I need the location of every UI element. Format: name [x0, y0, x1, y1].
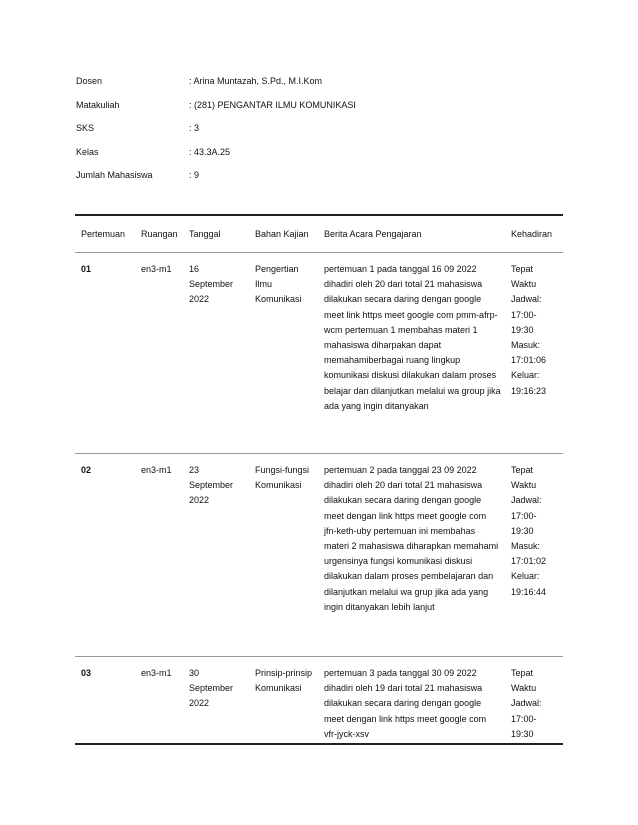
info-row-kelas [76, 147, 556, 171]
dosen-value: : Arina Muntazah, S.Pd., M.I.Kom [189, 76, 323, 86]
table-row [75, 253, 563, 454]
matakuliah-value: : (281) PENGANTAR ILMU KOMUNIKASI [189, 99, 356, 110]
cell-kehadiran [505, 657, 563, 745]
matakuliah-label: Matakuliah [76, 99, 120, 110]
info-row-dosen [76, 76, 556, 100]
header-kehadiran: Kehadiran [511, 229, 553, 239]
info-row-matakuliah [76, 100, 556, 124]
cell-pertemuan: 01 [81, 264, 92, 274]
cell-tanggal: 16 September 2022 [189, 264, 234, 305]
cell-bahan-kajian: Fungsi-fungsi Komunikasi [255, 465, 310, 491]
info-row-jumlah-mahasiswa [76, 170, 556, 194]
cell-ruangan: en3-m1 [141, 668, 172, 678]
cell-ruangan: en3-m1 [141, 264, 172, 274]
cell-kehadiran: Tepat Waktu Jadwal: 17:00-19:30 Masuk: 17:01:02 Keluar: 19:16:44 [511, 465, 547, 597]
attendance-table [75, 214, 563, 745]
cell-ruangan: en3-m1 [141, 465, 172, 475]
cell-berita-acara [318, 657, 505, 745]
cell-bahan-kajian: Pengertian Ilmu Komunikasi [255, 264, 302, 305]
jumlah-mahasiswa-value: : 9 [189, 170, 200, 180]
header-pertemuan: Pertemuan [81, 229, 126, 239]
kehadiran-text: Tepat Waktu Jadwal: 17:00-19:30 [511, 668, 542, 739]
table-header-row [75, 215, 563, 253]
cell-tanggal: 30 September 2022 [189, 668, 234, 709]
berita-acara-text: pertemuan 3 pada tanggal 30 09 2022 dihadiri oleh 19 dari total 21 mahasiswa dilakukan secara daring dengan google meet dengan link https meet google com vfr-jyck-xsv [324, 668, 487, 739]
sks-label: SKS [76, 123, 95, 133]
course-info [76, 76, 556, 194]
cell-pertemuan: 02 [81, 465, 92, 475]
sks-value: : 3 [189, 123, 200, 133]
kelas-value: : 43.3A.25 [189, 146, 231, 157]
header-ruangan: Ruangan [141, 229, 178, 239]
header-bahan-kajian: Bahan Kajian [255, 229, 309, 239]
cell-bahan-kajian: Prinsip-prinsip Komunikasi [255, 668, 313, 694]
dosen-label: Dosen [76, 76, 103, 86]
table-row [75, 657, 563, 745]
header-tanggal: Tanggal [189, 229, 221, 239]
kelas-label: Kelas [76, 146, 99, 157]
info-row-sks [76, 123, 556, 147]
cell-berita-acara: pertemuan 2 pada tanggal 23 09 2022 dihadiri oleh 20 dari total 21 mahasiswa dilakukan secara daring dengan google meet dengan link https meet google com jfn-keth-uby pertemuan ini membahas materi 2 mahasiswa diharapkan memahami urgensinya fungsi komunikasi diskusi dilakukan dalam proses pembelajaran dan dilanjutkan melalui wa grup jika ada yang ingin ditanyakan lebih lanjut [324, 465, 499, 612]
cell-berita-acara: pertemuan 1 pada tanggal 16 09 2022 dihadiri oleh 20 dari total 21 mahasiswa dilakukan secara daring dengan google meet link https meet google com pmm-afrp-wcm pertemuan 1 membahas materi 1 mahasiswa diharpakan dapat memahamiberbagai ruang lingkup komunikasi diskusi dilakukan dalam proses belajar dan dilanjutkan melalui wa group jika ada yang ingin ditanyakan [324, 264, 501, 411]
table-row [75, 454, 563, 657]
cell-kehadiran: Tepat Waktu Jadwal: 17:00-19:30 Masuk: 17:01:06 Keluar: 19:16:23 [511, 264, 547, 396]
header-berita-acara: Berita Acara Pengajaran [324, 229, 422, 239]
jumlah-mahasiswa-label: Jumlah Mahasiswa [76, 170, 153, 180]
cell-pertemuan: 03 [81, 668, 92, 678]
cell-tanggal: 23 September 2022 [189, 465, 234, 506]
